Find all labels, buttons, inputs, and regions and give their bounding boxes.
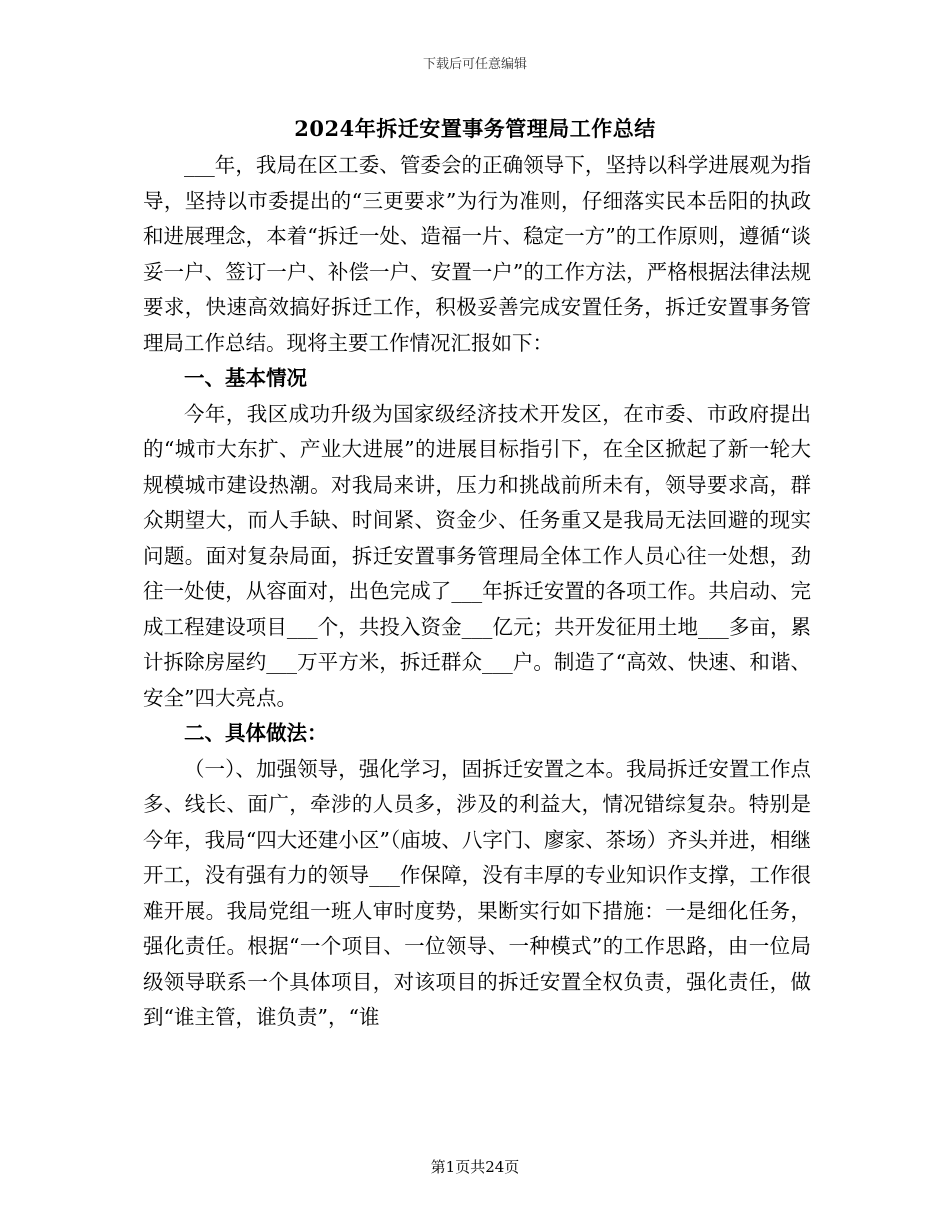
basic-situation-paragraph: 今年，我区成功升级为国家级经济技术开发区，在市委、市政府提出的“城市大东扩、产业大进展”的进展目标指引下，在全区掀起了新一轮大规模城市建设热潮。对我局来讲，压力和挑战前所未有，领导要求高，群众期望大，而人手缺、时间紧、资金少、任务重又是我局无法回避的现实问题。面对复杂局面，拆迁安置事务管理局全体工作人员心往一处想，劲往一处使，从容面对，出色完成了___年拆迁安置的各项工作。共启动、完成工程建设项目___个，共投入资金___亿元；共开发征用土地___多亩，累计拆除房屋约___万平方米，拆迁群众___户。制造了“高效、快速、和谐、安全”四大亮点。	[143, 401, 811, 710]
section-heading-basic-situation: 一、基本情况	[184, 366, 307, 390]
document-body	[143, 148, 811, 1036]
document-title: 2024年拆迁安置事务管理局工作总结	[294, 116, 656, 141]
download-editable-note: 下载后可任意编辑	[422, 57, 527, 72]
intro-paragraph: ___年，我局在区工委、管委会的正确领导下，坚持以科学进展观为指导，坚持以市委提出的“三更要求”为行为准则，仔细落实民本岳阳的执政和进展理念，本着“拆迁一处、造福一片、稳定一方”的工作原则，遵循“谈妥一户、签订一户、补偿一户、安置一户”的工作方法，严格根据法律法规要求，快速高效搞好拆迁工作，积极妥善完成安置任务，拆迁安置事务管理局工作总结。现将主要工作情况汇报如下：	[143, 153, 811, 355]
section-heading-specific-methods: 二、具体做法：	[184, 721, 328, 745]
page-number-footer: 第1页共24页	[430, 1158, 520, 1176]
specific-methods-paragraph: （一）、加强领导，强化学习，固拆迁安置之本。我局拆迁安置工作点多、线长、面广，牵涉的人员多，涉及的利益大，情况错综复杂。特别是今年，我局“四大还建小区”（庙坡、八字门、廖家、茶场）齐头并进，相继开工，没有强有力的领导___作保障，没有丰厚的专业知识作支撑，工作很难开展。我局党组一班人审时度势，果断实行如下措施：一是细化任务，强化责任。根据“一个项目、一位领导、一种模式”的工作思路，由一位局级领导联系一个具体项目，对该项目的拆迁安置全权负责，强化责任，做到“谁主管，谁负责”，“谁	[143, 756, 811, 1029]
